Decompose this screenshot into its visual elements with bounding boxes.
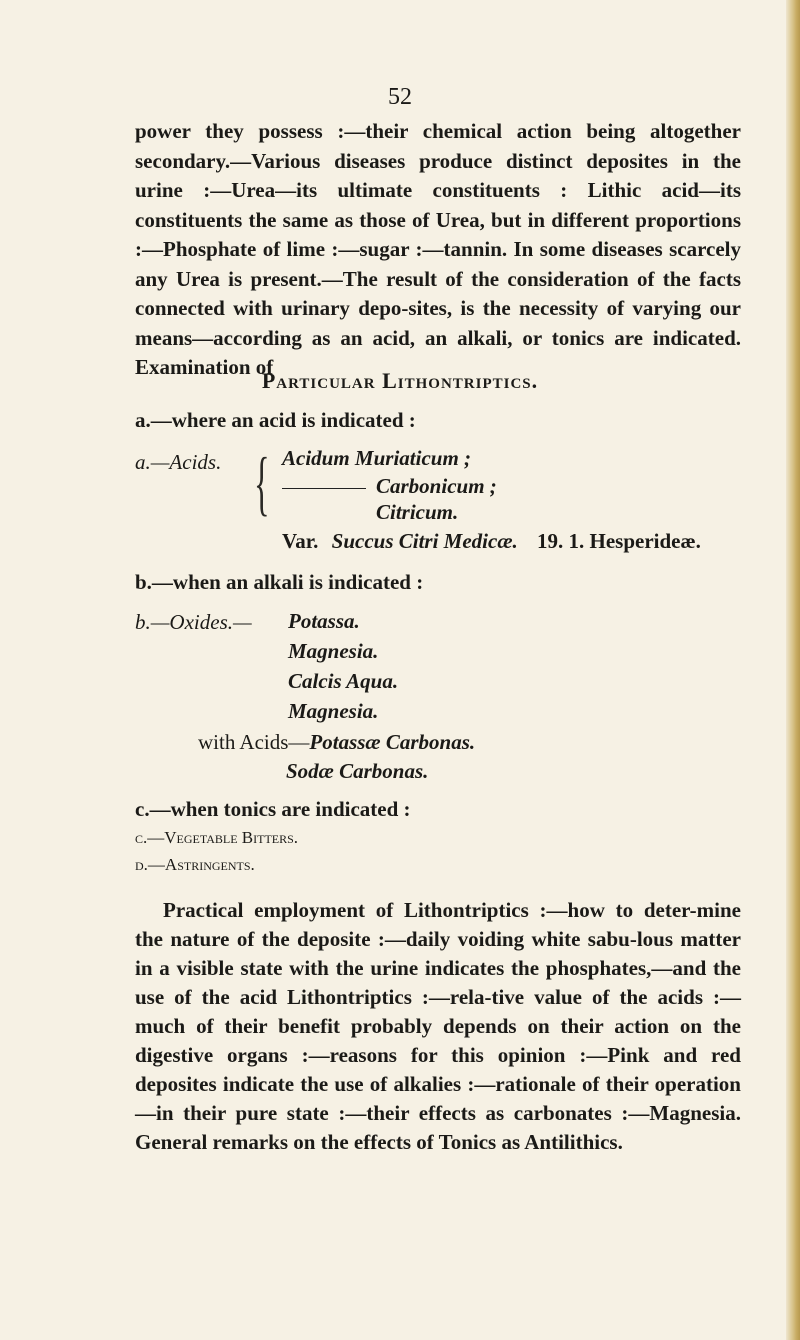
astringents-line: d.—Astringents. — [135, 855, 255, 874]
brace-glyph: { — [254, 443, 270, 523]
with-acids-item-1: Potassæ Carbonas. — [309, 730, 476, 754]
oxide-item-2: Magnesia. — [288, 639, 379, 663]
oxides-label: b.—Oxides.— — [135, 610, 252, 634]
variety-reference: 19. 1. Hesperideæ. — [537, 529, 701, 553]
with-acids-prefix: with Acids— — [198, 730, 310, 754]
page-edge-shadow — [786, 0, 800, 1340]
variety-name: Succus Citri Medicæ. — [331, 529, 518, 553]
intro-paragraph: power they possess :—their chemical action being altogether secondary.—Various diseases produce distinct deposites in the urine :—Urea—its ultimate constituents : Lithic acid—its constituents the same as those of Urea, but in different proportions :—Phosphate of lime :—sugar :—tannin. In some diseases scarcely any Urea is present.—The result of the consideration of the facts connected with urinary depo-sites, is the necessity of varying our means—according as an acid, an alkali, or tonics are indicated. Examination of — [135, 119, 741, 379]
with-acids-line — [198, 730, 475, 755]
page-number: 52 — [388, 84, 412, 110]
tonics-indicated-line: c.—when tonics are indicated : — [135, 797, 411, 821]
alkali-indicated-line: b.—when an alkali is indicated : — [135, 570, 424, 594]
acid-item-2: Carbonicum ; — [282, 474, 497, 499]
acid-item-3: Citricum. — [376, 500, 459, 524]
oxide-item-1: Potassa. — [288, 609, 360, 633]
with-acids-item-2: Sodæ Carbonas. — [286, 759, 429, 783]
acid-indicated-line: a.—where an acid is indicated : — [135, 408, 416, 432]
variety-prefix: Var. — [282, 529, 319, 553]
closing-paragraph: Practical employment of Lithontriptics :—how to deter-mine the nature of the deposite :—daily voiding white sabu-lous matter in a visible state with the urine indicates the phosphates,—and the use of the acid Lithontriptics :—rela-tive value of the acids :—much of their benefit probably depends on their action on the digestive organs :—reasons for this opinion :—Pink and red deposites indicate the use of alkalies :—rationale of their operation—in their pure state :—their effects as carbonates :—Magnesia. General remarks on the effects of Tonics as Antilithics. — [135, 898, 741, 1154]
vegetable-bitters-line: c.—Vegetable Bitters. — [135, 828, 299, 847]
oxide-item-4: Magnesia. — [288, 699, 379, 723]
variety-line — [282, 529, 701, 554]
acids-label: a.—Acids. — [135, 450, 222, 474]
oxide-item-3: Calcis Aqua. — [288, 669, 399, 693]
section-heading: Particular Lithontriptics. — [261, 368, 539, 393]
acid-item-1: Acidum Muriaticum ; — [282, 446, 472, 470]
